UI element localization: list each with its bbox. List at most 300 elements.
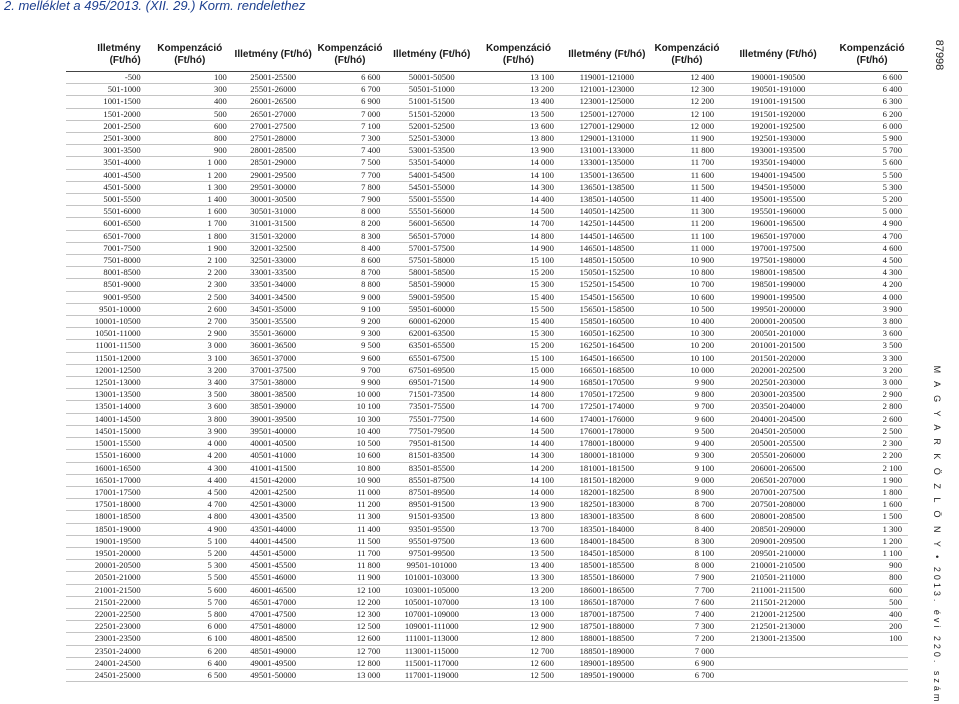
compensation-cell: 4 700 [836,230,908,242]
salary-range-cell: 19501-20000 [66,547,147,559]
compensation-cell: 5 500 [836,169,908,181]
compensation-cell: 14 700 [477,401,560,413]
compensation-cell: 2 300 [147,279,233,291]
compensation-cell: 2 600 [836,413,908,425]
table-row [66,340,908,352]
salary-range-cell: 67501-69500 [386,364,477,376]
salary-range-cell: 3501-4000 [66,157,147,169]
table-row [66,621,908,633]
salary-range-cell: 142501-144500 [560,218,654,230]
salary-range-cell: 210501-211000 [720,572,836,584]
salary-range-cell: 51501-52000 [386,108,477,120]
annex-title: 2. melléklet a 495/2013. (XII. 29.) Korm. rendelethez [4,0,306,13]
salary-range-cell: 8001-8500 [66,267,147,279]
table-row [66,279,908,291]
table-row [66,328,908,340]
compensation-cell: 4 500 [147,486,233,498]
compensation-cell: 1 200 [836,535,908,547]
salary-range-cell: 58501-59000 [386,279,477,291]
compensation-cell: 6 400 [147,657,233,669]
table-row [66,364,908,376]
salary-range-cell: 18501-19000 [66,523,147,535]
salary-range-cell: 164501-166500 [560,352,654,364]
compensation-cell: 9 900 [314,377,387,389]
salary-range-cell: 81501-83500 [386,450,477,462]
table-row [66,255,908,267]
compensation-cell: 7 400 [654,608,720,620]
compensation-cell: 6 600 [314,72,387,84]
salary-range-cell: 199001-199500 [720,291,836,303]
compensation-cell: 11 500 [314,535,387,547]
compensation-cell: 8 600 [314,255,387,267]
compensation-cell: 13 800 [477,133,560,145]
compensation-cell: 10 800 [314,462,387,474]
salary-range-cell: 51001-51500 [386,96,477,108]
table-row [66,462,908,474]
compensation-cell: 13 900 [477,499,560,511]
compensation-cell: 4 300 [836,267,908,279]
table-row [66,474,908,486]
compensation-cell: 13 200 [477,584,560,596]
salary-range-cell: 185501-186000 [560,572,654,584]
header-salary-5: Illetmény (Ft/hó) [720,38,836,72]
salary-range-cell: 22001-22500 [66,608,147,620]
compensation-cell: 8 200 [314,218,387,230]
compensation-cell: 3 800 [836,316,908,328]
salary-range-cell: 53501-54000 [386,157,477,169]
salary-range-cell: 42501-43000 [233,499,314,511]
table-row [66,450,908,462]
compensation-cell: 11 300 [314,511,387,523]
salary-range-cell: 93501-95500 [386,523,477,535]
salary-range-cell: 17001-17500 [66,486,147,498]
compensation-cell: 2 500 [147,291,233,303]
salary-range-cell: 187001-187500 [560,608,654,620]
salary-range-cell: 37001-37500 [233,364,314,376]
compensation-cell: 7 500 [314,157,387,169]
compensation-cell: 13 300 [477,572,560,584]
table-row [66,96,908,108]
salary-range-cell: 204501-205000 [720,425,836,437]
salary-range-cell: 2501-3000 [66,133,147,145]
compensation-cell: 10 600 [314,450,387,462]
compensation-cell: 13 400 [477,96,560,108]
salary-range-cell: 48501-49000 [233,645,314,657]
salary-range-cell: 190501-191000 [720,84,836,96]
compensation-cell: 2 100 [147,255,233,267]
salary-range-cell: 6501-7000 [66,230,147,242]
compensation-cell: 6 500 [147,669,233,681]
compensation-cell: 1 400 [147,194,233,206]
compensation-cell: 1 300 [836,523,908,535]
compensation-cell: 4 600 [836,242,908,254]
compensation-cell: 5 700 [836,145,908,157]
salary-range-cell: 185001-185500 [560,560,654,572]
salary-range-cell: 33001-33500 [233,267,314,279]
salary-range-cell: 47501-48000 [233,621,314,633]
compensation-cell: 5 900 [836,133,908,145]
table-row [66,486,908,498]
salary-range-cell: 183501-184000 [560,523,654,535]
table-row [66,425,908,437]
salary-range-cell: 59501-60000 [386,303,477,315]
compensation-cell: 12 800 [477,633,560,645]
salary-range-cell: 9001-9500 [66,291,147,303]
salary-range-cell: 36001-36500 [233,340,314,352]
compensation-cell: 14 500 [477,425,560,437]
salary-range-cell: 65501-67500 [386,352,477,364]
salary-range-cell: 41001-41500 [233,462,314,474]
compensation-cell: 10 500 [314,438,387,450]
salary-range-cell: 209001-209500 [720,535,836,547]
compensation-cell: 5 300 [147,560,233,572]
salary-range-cell: 21001-21500 [66,584,147,596]
salary-range-cell: 12001-12500 [66,364,147,376]
salary-range-cell: 55001-55500 [386,194,477,206]
salary-range-cell: 184501-185000 [560,547,654,559]
salary-range-cell: 43501-44000 [233,523,314,535]
salary-range-cell: 205501-206000 [720,450,836,462]
compensation-cell: 15 200 [477,340,560,352]
salary-range-cell: 148501-150500 [560,255,654,267]
table-row [66,352,908,364]
salary-range-cell: 95501-97500 [386,535,477,547]
salary-range-cell: 55501-56000 [386,206,477,218]
salary-range-cell: 23001-23500 [66,633,147,645]
compensation-cell: 12 100 [314,584,387,596]
salary-range-cell: 212001-212500 [720,608,836,620]
compensation-cell: 4 900 [836,218,908,230]
salary-range-cell: 22501-23000 [66,621,147,633]
compensation-cell: 2 100 [836,462,908,474]
salary-range-cell: 38501-39000 [233,401,314,413]
compensation-cell: 900 [147,145,233,157]
compensation-cell: 8 600 [654,511,720,523]
compensation-cell: 13 600 [477,120,560,132]
salary-range-cell: 23501-24000 [66,645,147,657]
salary-range-cell: 45001-45500 [233,560,314,572]
salary-range-cell: 83501-85500 [386,462,477,474]
table-row [66,316,908,328]
compensation-cell: 8 300 [654,535,720,547]
table-row [66,523,908,535]
compensation-cell: 10 900 [314,474,387,486]
salary-range-cell: 46501-47000 [233,596,314,608]
salary-range-cell: 181001-181500 [560,462,654,474]
salary-range-cell: 204001-204500 [720,413,836,425]
compensation-cell: 100 [147,72,233,84]
salary-range-cell: 54001-54500 [386,169,477,181]
salary-range-cell: 188501-189000 [560,645,654,657]
salary-range-cell: 28501-29000 [233,157,314,169]
salary-range-cell: 50001-50500 [386,72,477,84]
header-salary-2: Illetmény (Ft/hó) [233,38,314,72]
salary-range-cell: 1001-1500 [66,96,147,108]
compensation-cell: 7 900 [314,194,387,206]
compensation-cell: 11 000 [314,486,387,498]
compensation-cell: 14 300 [477,181,560,193]
compensation-cell: 9 400 [654,438,720,450]
compensation-cell: 11 800 [654,145,720,157]
compensation-cell: 5 700 [147,596,233,608]
compensation-cell: 9 500 [654,425,720,437]
table-row [66,584,908,596]
salary-range-cell: 113001-115000 [386,645,477,657]
compensation-cell: 12 000 [654,120,720,132]
salary-range-cell: 105001-107000 [386,596,477,608]
compensation-cell: 3 600 [836,328,908,340]
salary-range-cell: 150501-152500 [560,267,654,279]
salary-range-cell: 37501-38000 [233,377,314,389]
compensation-cell: 2 700 [147,316,233,328]
salary-range-cell: 202501-203000 [720,377,836,389]
compensation-cell: 8 700 [314,267,387,279]
compensation-cell: 15 500 [477,303,560,315]
salary-range-cell: 69501-71500 [386,377,477,389]
compensation-cell: 9 700 [314,364,387,376]
salary-range-cell: 34501-35000 [233,303,314,315]
compensation-cell: 10 100 [314,401,387,413]
compensation-cell: 1 900 [147,242,233,254]
salary-range-cell: 20001-20500 [66,560,147,572]
compensation-cell: 7 300 [654,621,720,633]
compensation-cell: 3 500 [147,389,233,401]
salary-range-cell: 54501-55000 [386,181,477,193]
salary-range-cell: 183001-183500 [560,511,654,523]
compensation-cell: 8 000 [314,206,387,218]
salary-range-cell: 12501-13000 [66,377,147,389]
salary-range-cell: 29001-29500 [233,169,314,181]
salary-range-cell: 99501-101000 [386,560,477,572]
compensation-cell: 800 [147,133,233,145]
compensation-cell: 10 900 [654,255,720,267]
salary-range-cell: 211001-211500 [720,584,836,596]
salary-range-cell: 158501-160500 [560,316,654,328]
compensation-cell: 6 000 [836,120,908,132]
salary-range-cell: 168501-170500 [560,377,654,389]
salary-range-cell: 36501-37000 [233,352,314,364]
salary-range-cell: 101001-103000 [386,572,477,584]
salary-range-cell: 49001-49500 [233,657,314,669]
salary-range-cell: 121001-123000 [560,84,654,96]
compensation-cell: 13 600 [477,535,560,547]
salary-range-cell: 203501-204000 [720,401,836,413]
salary-range-cell: 32501-33000 [233,255,314,267]
salary-range-cell: 5001-5500 [66,194,147,206]
compensation-cell: 12 500 [477,669,560,681]
compensation-cell: 10 700 [654,279,720,291]
salary-range-cell: 202001-202500 [720,364,836,376]
salary-range-cell: 188001-188500 [560,633,654,645]
compensation-cell: 9 000 [654,474,720,486]
compensation-cell: 8 300 [314,230,387,242]
compensation-cell: 2 800 [836,401,908,413]
compensation-cell: 11 200 [654,218,720,230]
compensation-cell [836,669,908,681]
compensation-cell: 14 800 [477,389,560,401]
salary-range-cell: 211501-212000 [720,596,836,608]
compensation-cell: 1 800 [147,230,233,242]
salary-range-cell: 43001-43500 [233,511,314,523]
compensation-cell: 12 600 [477,657,560,669]
salary-range-cell: 2001-2500 [66,120,147,132]
compensation-cell: 4 200 [836,279,908,291]
salary-range-cell: 44501-45000 [233,547,314,559]
table-row [66,230,908,242]
compensation-cell: 3 900 [147,425,233,437]
compensation-cell: 1 100 [836,547,908,559]
salary-range-cell: 34001-34500 [233,291,314,303]
compensation-cell: 6 700 [314,84,387,96]
compensation-cell: 7 200 [654,633,720,645]
compensation-table [66,38,908,682]
compensation-cell: 13 500 [477,547,560,559]
compensation-cell: 12 900 [477,621,560,633]
compensation-cell: 4 400 [147,474,233,486]
compensation-cell: 6 100 [147,633,233,645]
table-row [66,267,908,279]
salary-range-cell: 174001-176000 [560,413,654,425]
compensation-cell: 8 800 [314,279,387,291]
table-row [66,120,908,132]
compensation-cell: 3 300 [836,352,908,364]
compensation-cell: 10 400 [654,316,720,328]
compensation-cell: 9 100 [654,462,720,474]
salary-range-cell: 111001-113000 [386,633,477,645]
compensation-cell: 13 100 [477,596,560,608]
salary-range-cell: 182501-183000 [560,499,654,511]
salary-range-cell: 209501-210000 [720,547,836,559]
salary-range-cell: 4001-4500 [66,169,147,181]
salary-range-cell: 189001-189500 [560,657,654,669]
compensation-cell: 9 300 [654,450,720,462]
compensation-cell: 14 400 [477,194,560,206]
salary-range-cell: 30501-31000 [233,206,314,218]
salary-range-cell: 181501-182000 [560,474,654,486]
compensation-cell: 14 500 [477,206,560,218]
compensation-cell: 12 800 [314,657,387,669]
table-row [66,377,908,389]
compensation-cell: 13 400 [477,560,560,572]
salary-range-cell: 57001-57500 [386,242,477,254]
salary-range-cell: 57501-58000 [386,255,477,267]
compensation-cell: 2 900 [147,328,233,340]
salary-range-cell: 192001-192500 [720,120,836,132]
compensation-cell: 8 000 [654,560,720,572]
header-compensation-2: Kompenzáció (Ft/hó) [314,38,387,72]
header-compensation-3: Kompenzáció (Ft/hó) [477,38,560,72]
compensation-cell: 3 200 [147,364,233,376]
salary-range-cell: 58001-58500 [386,267,477,279]
salary-range-cell: 85501-87500 [386,474,477,486]
compensation-cell: 12 500 [314,621,387,633]
table-row [66,596,908,608]
salary-range-cell: 32001-32500 [233,242,314,254]
compensation-cell: 10 800 [654,267,720,279]
compensation-cell: 15 400 [477,316,560,328]
running-head [922,365,952,704]
compensation-cell: 5 800 [147,608,233,620]
salary-range-cell: 75501-77500 [386,413,477,425]
salary-range-cell: 7001-7500 [66,242,147,254]
compensation-cell: 10 300 [314,413,387,425]
salary-range-cell: 196501-197000 [720,230,836,242]
compensation-cell: 7 000 [654,645,720,657]
salary-range-cell: 191501-192000 [720,108,836,120]
compensation-cell: 3 000 [147,340,233,352]
salary-range-cell: 162501-164500 [560,340,654,352]
salary-range-cell: 73501-75500 [386,401,477,413]
compensation-cell: 10 100 [654,352,720,364]
salary-range-cell: 27501-28000 [233,133,314,145]
salary-range-cell: 26001-26500 [233,96,314,108]
header-salary-4: Illetmény (Ft/hó) [560,38,654,72]
compensation-cell [836,645,908,657]
compensation-cell: 12 400 [654,72,720,84]
compensation-cell: 11 700 [314,547,387,559]
salary-range-cell: 170501-172500 [560,389,654,401]
salary-range-cell: 47001-47500 [233,608,314,620]
compensation-cell: 400 [836,608,908,620]
compensation-cell: 14 100 [477,169,560,181]
compensation-cell: 6 200 [836,108,908,120]
salary-range-cell: 16001-16500 [66,462,147,474]
compensation-cell: 10 400 [314,425,387,437]
compensation-cell: 2 200 [147,267,233,279]
compensation-cell: 4 300 [147,462,233,474]
compensation-cell: 2 200 [836,450,908,462]
salary-range-cell: 186501-187000 [560,596,654,608]
salary-range-cell: 15001-15500 [66,438,147,450]
compensation-cell: 6 200 [147,645,233,657]
salary-range-cell: 20501-21000 [66,572,147,584]
compensation-cell: 12 700 [477,645,560,657]
salary-range-cell: 9501-10000 [66,303,147,315]
table-row [66,242,908,254]
compensation-cell: 1 200 [147,169,233,181]
table-row [66,669,908,681]
table-row [66,657,908,669]
salary-range-cell: 52001-52500 [386,120,477,132]
salary-range-cell: 125001-127000 [560,108,654,120]
compensation-cell: 1 600 [147,206,233,218]
compensation-cell: 11 300 [654,206,720,218]
salary-range-cell: 71501-73500 [386,389,477,401]
compensation-cell: 3 400 [147,377,233,389]
compensation-cell: 10 500 [654,303,720,315]
salary-range-cell: 17501-18000 [66,499,147,511]
compensation-cell: 2 600 [147,303,233,315]
salary-range-cell: 131001-133000 [560,145,654,157]
salary-range-cell [720,669,836,681]
compensation-cell: 200 [836,621,908,633]
compensation-cell: 2 300 [836,438,908,450]
compensation-cell: 1 300 [147,181,233,193]
compensation-cell: 3 000 [836,377,908,389]
salary-range-cell: 89501-91500 [386,499,477,511]
compensation-cell: 13 700 [477,523,560,535]
salary-range-cell: 195501-196000 [720,206,836,218]
salary-range-cell: 196001-196500 [720,218,836,230]
header-salary-1: Illetmény (Ft/hó) [66,38,147,72]
salary-range-cell: 207501-208000 [720,499,836,511]
compensation-cell: 15 200 [477,267,560,279]
salary-range-cell: 133001-135000 [560,157,654,169]
compensation-cell: 7 600 [654,596,720,608]
compensation-cell: 11 600 [654,169,720,181]
salary-range-cell: 24001-24500 [66,657,147,669]
compensation-cell: 13 800 [477,511,560,523]
